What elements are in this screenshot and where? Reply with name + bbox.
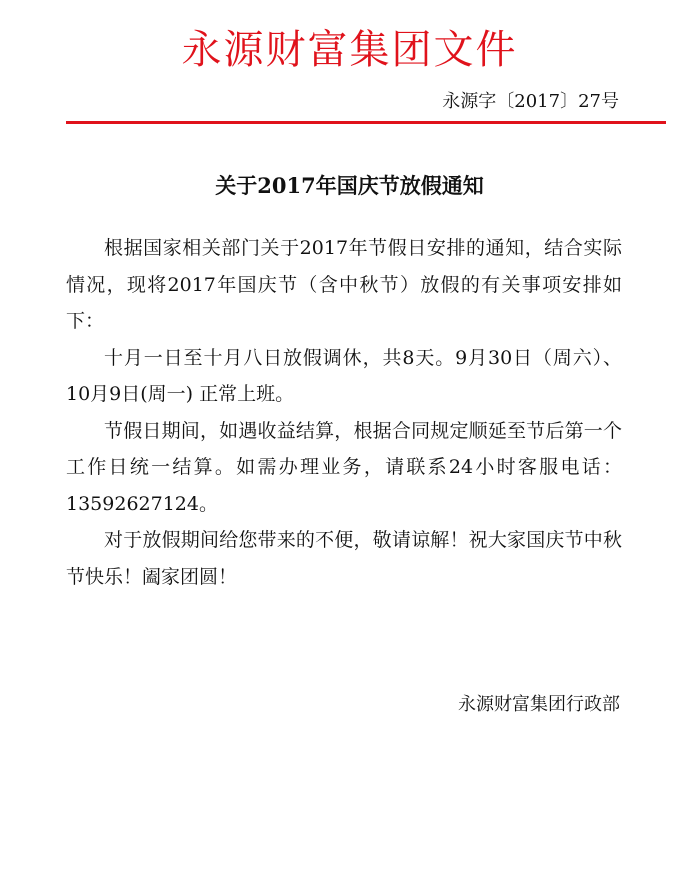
- paragraph-closing: 对于放假期间给您带来的不便，敬请谅解！祝大家国庆节中秋节快乐！阖家团圆！: [66, 529, 622, 588]
- document-number: 永源字〔2017〕27号: [442, 91, 619, 112]
- header-divider: [66, 121, 666, 124]
- paragraph-schedule: 十月一日至十月八日放假调休，共8天。9月30日（周六）、10月9日(周一) 正常上班。: [66, 346, 622, 405]
- notice-title: 关于2017年国庆节放假通知: [215, 173, 484, 198]
- signature-department: 永源财富集团行政部: [458, 694, 620, 715]
- notice-body: [66, 230, 622, 595]
- paragraph-intro: 根据国家相关部门关于2017年节假日安排的通知，结合实际情况，现将2017年国庆节（含中秋节）放假的有关事项安排如下：: [66, 237, 622, 332]
- paragraph-settlement: 节假日期间，如遇收益结算，根据合同规定顺延至节后第一个工作日统一结算。如需办理业务，请联系24小时客服电话：13592627124。: [66, 419, 622, 515]
- document-header-title: 永源财富集团文件: [181, 27, 518, 73]
